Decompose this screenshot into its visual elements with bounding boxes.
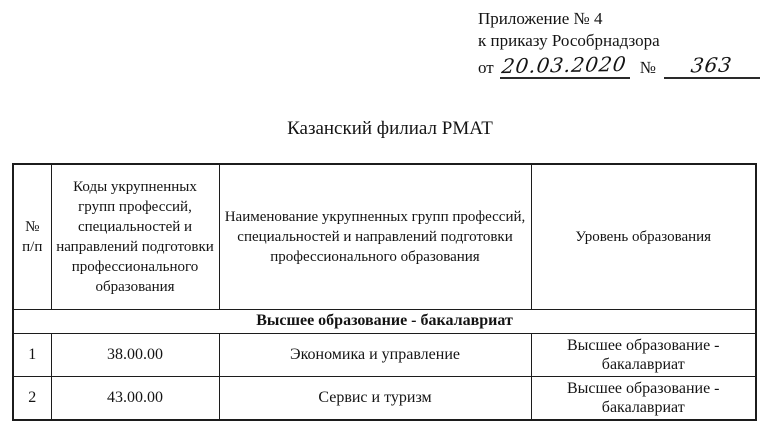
annex-line-1: Приложение № 4 [478,9,603,28]
cell-level: Высшее образование - бакалавриат [531,376,756,420]
cell-name: Экономика и управление [219,333,531,376]
cell-num: 2 [13,376,51,420]
col-header-codes: Коды укрупненных групп профессий, специальностей и направлений подготовки профессионального образования [51,164,219,309]
from-label: от [478,58,494,77]
handwritten-date: 20.03.2020 [500,51,629,79]
cell-name: Сервис и туризм [219,376,531,420]
section-header-label: Высшее образование - бакалавриат [13,309,756,333]
table-row [13,333,756,376]
col-header-level: Уровень образования [531,164,756,309]
section-header-row [13,309,756,333]
table-row [13,376,756,420]
cell-code: 38.00.00 [51,333,219,376]
annex-line-3 [478,53,760,79]
handwritten-number: 363 [689,52,735,78]
table-header-row [13,164,756,309]
col-header-num: № п/п [13,164,51,309]
cell-level: Высшее образование - бакалавриат [531,333,756,376]
annex-line-2: к приказу Рособрнадзора [478,31,660,50]
page-title: Казанский филиал РМАТ [287,118,493,139]
license-table [12,163,757,421]
cell-code: 43.00.00 [51,376,219,420]
annex-block [478,8,760,79]
cell-num: 1 [13,333,51,376]
date-blank [500,53,630,79]
col-header-names: Наименование укрупненных групп профессий, специальностей и направлений подготовки профессионального образования [219,164,531,309]
number-sign: № [639,58,656,77]
number-blank [664,53,760,79]
